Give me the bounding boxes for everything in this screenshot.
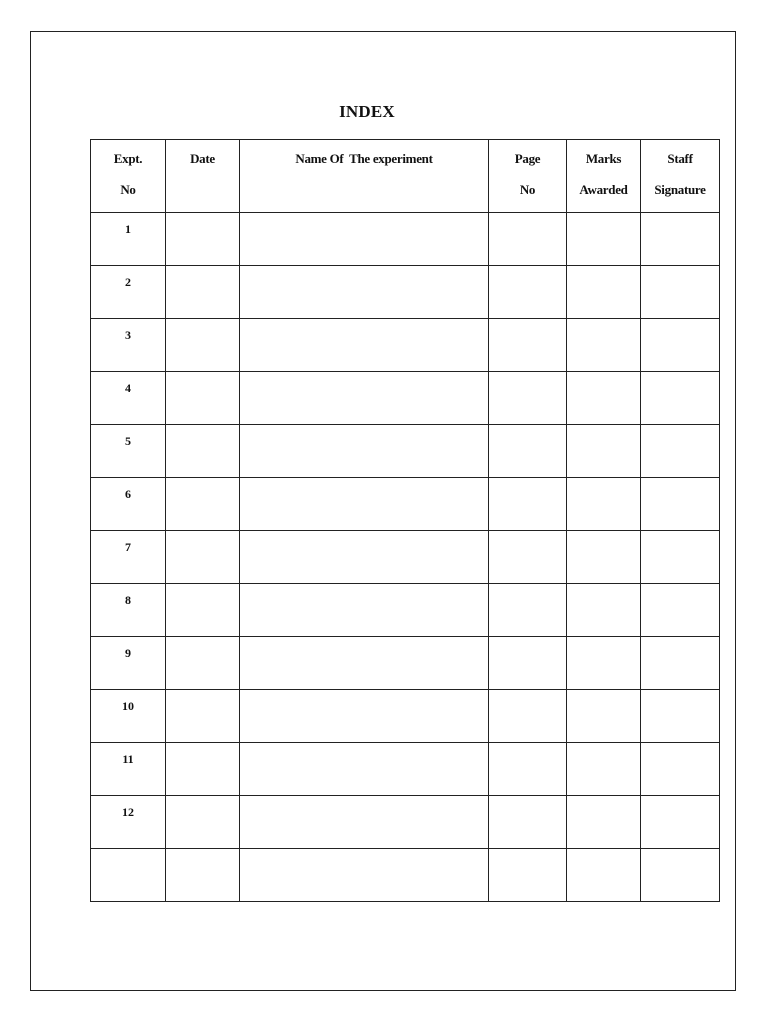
table-row bbox=[91, 796, 720, 849]
cell-expt-no: 2 bbox=[91, 266, 166, 319]
table-row bbox=[91, 425, 720, 478]
cell-marks-awarded[interactable] bbox=[567, 531, 641, 584]
cell-page-no[interactable] bbox=[489, 266, 567, 319]
cell-experiment-name[interactable] bbox=[240, 637, 489, 690]
table-row bbox=[91, 372, 720, 425]
cell-date[interactable] bbox=[166, 213, 240, 266]
cell-experiment-name[interactable] bbox=[240, 584, 489, 637]
header-marks-awarded: Marks Awarded bbox=[567, 140, 641, 213]
cell-date[interactable] bbox=[166, 743, 240, 796]
cell-marks-awarded[interactable] bbox=[567, 743, 641, 796]
cell-expt-no: 1 bbox=[91, 213, 166, 266]
cell-experiment-name[interactable] bbox=[240, 372, 489, 425]
cell-date[interactable] bbox=[166, 796, 240, 849]
cell-staff-signature[interactable] bbox=[641, 849, 720, 902]
cell-marks-awarded[interactable] bbox=[567, 849, 641, 902]
cell-expt-no: 11 bbox=[91, 743, 166, 796]
cell-experiment-name[interactable] bbox=[240, 690, 489, 743]
cell-date[interactable] bbox=[166, 478, 240, 531]
cell-marks-awarded[interactable] bbox=[567, 478, 641, 531]
header-experiment-name: Name Of The experiment bbox=[240, 140, 489, 213]
cell-marks-awarded[interactable] bbox=[567, 319, 641, 372]
cell-page-no[interactable] bbox=[489, 743, 567, 796]
cell-experiment-name[interactable] bbox=[240, 796, 489, 849]
cell-staff-signature[interactable] bbox=[641, 372, 720, 425]
cell-staff-signature[interactable] bbox=[641, 743, 720, 796]
cell-expt-no: 5 bbox=[91, 425, 166, 478]
cell-experiment-name[interactable] bbox=[240, 743, 489, 796]
cell-staff-signature[interactable] bbox=[641, 266, 720, 319]
cell-staff-signature[interactable] bbox=[641, 425, 720, 478]
cell-experiment-name[interactable] bbox=[240, 531, 489, 584]
cell-date[interactable] bbox=[166, 637, 240, 690]
cell-staff-signature[interactable] bbox=[641, 478, 720, 531]
table-row bbox=[91, 690, 720, 743]
header-staff-signature: Staff Signature bbox=[641, 140, 720, 213]
cell-marks-awarded[interactable] bbox=[567, 213, 641, 266]
cell-expt-no: 6 bbox=[91, 478, 166, 531]
table-body bbox=[91, 213, 720, 902]
table-row bbox=[91, 266, 720, 319]
cell-staff-signature[interactable] bbox=[641, 531, 720, 584]
cell-experiment-name[interactable] bbox=[240, 213, 489, 266]
cell-staff-signature[interactable] bbox=[641, 796, 720, 849]
cell-page-no[interactable] bbox=[489, 584, 567, 637]
cell-page-no[interactable] bbox=[489, 319, 567, 372]
cell-page-no[interactable] bbox=[489, 425, 567, 478]
cell-date[interactable] bbox=[166, 266, 240, 319]
cell-expt-no: 4 bbox=[91, 372, 166, 425]
cell-page-no[interactable] bbox=[489, 478, 567, 531]
cell-expt-no: 10 bbox=[91, 690, 166, 743]
cell-marks-awarded[interactable] bbox=[567, 584, 641, 637]
cell-experiment-name[interactable] bbox=[240, 319, 489, 372]
table-row bbox=[91, 849, 720, 902]
page-title: INDEX bbox=[339, 102, 395, 121]
cell-staff-signature[interactable] bbox=[641, 213, 720, 266]
table-row bbox=[91, 637, 720, 690]
cell-expt-no: 8 bbox=[91, 584, 166, 637]
cell-marks-awarded[interactable] bbox=[567, 796, 641, 849]
header-expt-no: Expt. No bbox=[91, 140, 166, 213]
header-date: Date bbox=[166, 140, 240, 213]
cell-marks-awarded[interactable] bbox=[567, 690, 641, 743]
cell-staff-signature[interactable] bbox=[641, 637, 720, 690]
cell-expt-no: 7 bbox=[91, 531, 166, 584]
cell-expt-no: 3 bbox=[91, 319, 166, 372]
table-row bbox=[91, 213, 720, 266]
table-row bbox=[91, 319, 720, 372]
cell-expt-no: 9 bbox=[91, 637, 166, 690]
header-page-no: Page No bbox=[489, 140, 567, 213]
cell-expt-no: 12 bbox=[91, 796, 166, 849]
table-header-row bbox=[91, 140, 720, 213]
cell-staff-signature[interactable] bbox=[641, 690, 720, 743]
cell-experiment-name[interactable] bbox=[240, 425, 489, 478]
cell-staff-signature[interactable] bbox=[641, 584, 720, 637]
cell-date[interactable] bbox=[166, 531, 240, 584]
table-row bbox=[91, 743, 720, 796]
cell-date[interactable] bbox=[166, 372, 240, 425]
cell-expt-no bbox=[91, 849, 166, 902]
cell-date[interactable] bbox=[166, 319, 240, 372]
cell-experiment-name[interactable] bbox=[240, 478, 489, 531]
cell-page-no[interactable] bbox=[489, 213, 567, 266]
cell-experiment-name[interactable] bbox=[240, 266, 489, 319]
cell-marks-awarded[interactable] bbox=[567, 637, 641, 690]
cell-marks-awarded[interactable] bbox=[567, 372, 641, 425]
index-table bbox=[90, 139, 720, 902]
cell-marks-awarded[interactable] bbox=[567, 425, 641, 478]
table-row bbox=[91, 478, 720, 531]
table-row bbox=[91, 531, 720, 584]
cell-date[interactable] bbox=[166, 425, 240, 478]
cell-date[interactable] bbox=[166, 584, 240, 637]
table-row bbox=[91, 584, 720, 637]
cell-experiment-name[interactable] bbox=[240, 849, 489, 902]
cell-page-no[interactable] bbox=[489, 796, 567, 849]
cell-page-no[interactable] bbox=[489, 372, 567, 425]
cell-staff-signature[interactable] bbox=[641, 319, 720, 372]
cell-marks-awarded[interactable] bbox=[567, 266, 641, 319]
cell-page-no[interactable] bbox=[489, 690, 567, 743]
cell-page-no[interactable] bbox=[489, 849, 567, 902]
cell-date[interactable] bbox=[166, 690, 240, 743]
cell-date[interactable] bbox=[166, 849, 240, 902]
cell-page-no[interactable] bbox=[489, 531, 567, 584]
cell-page-no[interactable] bbox=[489, 637, 567, 690]
